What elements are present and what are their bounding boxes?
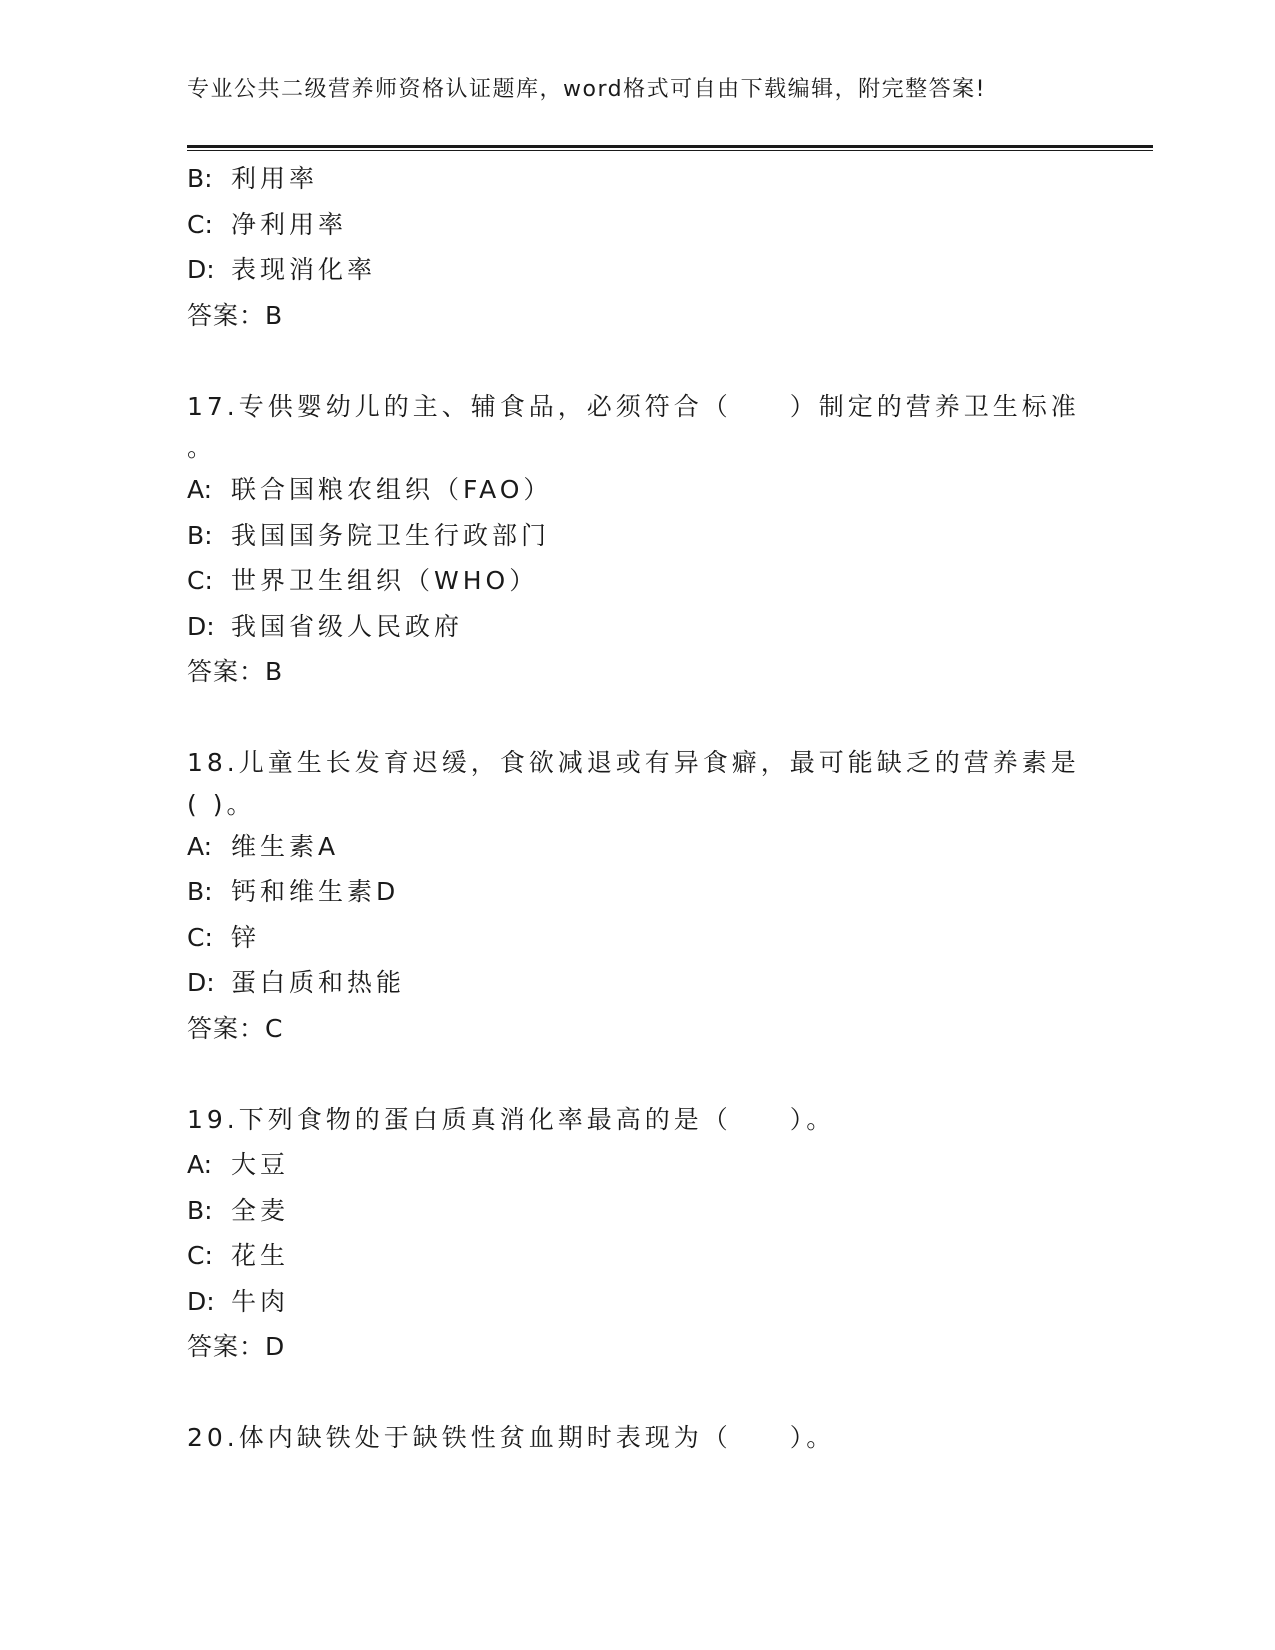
question-16-tail bbox=[187, 156, 1087, 338]
question-20 bbox=[187, 1415, 1087, 1461]
question-content bbox=[187, 156, 1087, 1461]
question-stem-continued: ( )。 bbox=[187, 789, 256, 819]
spacer bbox=[187, 1051, 1087, 1097]
option-d: D: 我国省级人民政府 bbox=[187, 611, 464, 641]
option-c: C: 世界卫生组织（WHO） bbox=[187, 566, 539, 595]
answer: 答案：B bbox=[187, 300, 284, 330]
option-b: B: 钙和维生素D bbox=[187, 877, 400, 906]
spacer bbox=[187, 695, 1087, 741]
answer: 答案：C bbox=[187, 1013, 284, 1043]
option-b: B: 利用率 bbox=[187, 164, 319, 193]
question-18 bbox=[187, 740, 1087, 1051]
question-19 bbox=[187, 1097, 1087, 1370]
option-a: A: 维生素A bbox=[187, 831, 340, 861]
option-d: D: 蛋白质和热能 bbox=[187, 968, 406, 997]
option-d: D: 表现消化率 bbox=[187, 255, 377, 284]
question-17 bbox=[187, 384, 1087, 695]
option-d: D: 牛肉 bbox=[187, 1286, 290, 1316]
header-rule-thick bbox=[187, 145, 1153, 148]
option-c: C: 花生 bbox=[187, 1241, 290, 1270]
option-c: C: 锌 bbox=[187, 922, 261, 952]
answer: 答案：D bbox=[187, 1332, 286, 1361]
question-stem: 19.下列食物的蛋白质真消化率最高的是（ ）。 bbox=[187, 1104, 836, 1134]
option-b: B: 全麦 bbox=[187, 1195, 290, 1225]
answer: 答案：B bbox=[187, 657, 284, 686]
question-stem: 20.体内缺铁处于缺铁性贫血期时表现为（ ）。 bbox=[187, 1423, 836, 1452]
option-a: A: 联合国粮农组织（FAO） bbox=[187, 475, 553, 504]
spacer bbox=[187, 338, 1087, 384]
question-stem-continued: 。 bbox=[187, 433, 217, 462]
header-rule-thin bbox=[187, 150, 1153, 151]
question-stem: 17.专供婴幼儿的主、辅食品，必须符合（ ）制定的营养卫生标准 bbox=[187, 391, 1080, 421]
option-b: B: 我国国务院卫生行政部门 bbox=[187, 520, 551, 550]
question-stem: 18.儿童生长发育迟缓，食欲减退或有异食癖，最可能缺乏的营养素是 bbox=[187, 748, 1080, 777]
spacer bbox=[187, 1370, 1087, 1416]
option-c: C: 净利用率 bbox=[187, 209, 348, 239]
option-a: A: 大豆 bbox=[187, 1150, 290, 1179]
page-header: 专业公共二级营养师资格认证题库，word格式可自由下载编辑，附完整答案! bbox=[187, 77, 986, 102]
